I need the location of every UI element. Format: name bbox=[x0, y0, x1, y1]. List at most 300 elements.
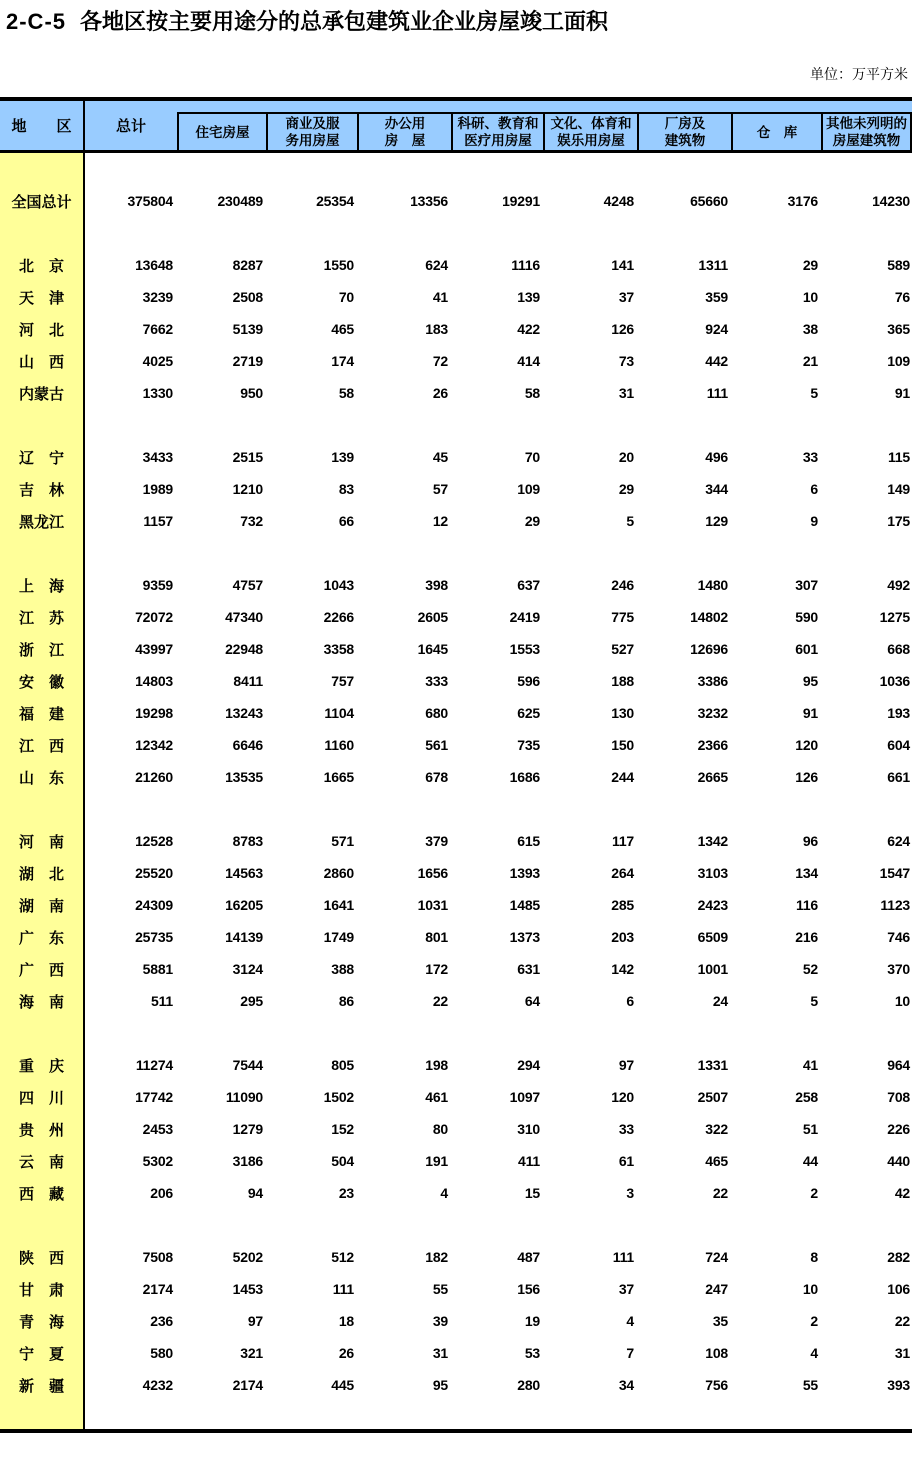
value-cell: 2423 bbox=[697, 897, 728, 913]
value-cell: 561 bbox=[425, 737, 448, 753]
value-cell bbox=[638, 1401, 732, 1429]
value-cell: 44 bbox=[802, 1153, 818, 1169]
value-cell: 18 bbox=[338, 1313, 354, 1329]
value-cell: 10 bbox=[802, 1281, 818, 1297]
table-row bbox=[0, 825, 912, 857]
value-cell bbox=[177, 1209, 267, 1241]
value-cell bbox=[358, 153, 452, 185]
value-cell bbox=[544, 217, 638, 249]
table-body bbox=[0, 153, 912, 1429]
header-factory-buildings: 厂房及 建筑物 bbox=[639, 114, 731, 150]
value-cell: 94 bbox=[247, 1185, 263, 1201]
value-cell bbox=[85, 537, 177, 569]
value-cell: 724 bbox=[705, 1249, 728, 1265]
value-cell: 678 bbox=[425, 769, 448, 785]
region-cell: 吉 林 bbox=[0, 473, 85, 505]
value-cell: 8783 bbox=[232, 833, 263, 849]
separator-row bbox=[0, 217, 912, 249]
value-cell bbox=[822, 153, 912, 185]
value-cell: 41 bbox=[432, 289, 448, 305]
table-row bbox=[0, 1305, 912, 1337]
value-cell: 149 bbox=[887, 481, 910, 497]
value-cell bbox=[267, 537, 358, 569]
value-cell: 86 bbox=[338, 993, 354, 1009]
region-cell: 上 海 bbox=[0, 569, 85, 601]
value-cell bbox=[177, 793, 267, 825]
value-cell: 51 bbox=[802, 1121, 818, 1137]
value-cell: 12342 bbox=[135, 737, 173, 753]
value-cell: 14803 bbox=[135, 673, 173, 689]
value-cell bbox=[452, 537, 544, 569]
value-cell bbox=[638, 153, 732, 185]
value-cell bbox=[177, 1401, 267, 1429]
value-cell: 7 bbox=[626, 1345, 634, 1361]
value-cell: 45 bbox=[432, 449, 448, 465]
value-cell: 2719 bbox=[232, 353, 263, 369]
value-cell: 13243 bbox=[225, 705, 263, 721]
value-cell bbox=[638, 1017, 732, 1049]
value-cell: 1656 bbox=[417, 865, 448, 881]
table-row bbox=[0, 985, 912, 1017]
header-total: 总计 bbox=[115, 118, 146, 135]
value-cell: 1550 bbox=[323, 257, 354, 273]
value-cell bbox=[267, 1209, 358, 1241]
value-cell: 22948 bbox=[225, 641, 263, 657]
value-cell: 139 bbox=[517, 289, 540, 305]
region-cell: 贵 州 bbox=[0, 1113, 85, 1145]
value-cell: 193 bbox=[887, 705, 910, 721]
value-cell: 19291 bbox=[502, 193, 540, 209]
value-cell bbox=[267, 217, 358, 249]
table-row bbox=[0, 1241, 912, 1273]
region-cell: 广 东 bbox=[0, 921, 85, 953]
value-cell: 512 bbox=[331, 1249, 354, 1265]
region-cell bbox=[0, 217, 85, 249]
value-cell: 172 bbox=[425, 961, 448, 977]
value-cell: 22 bbox=[712, 1185, 728, 1201]
value-cell: 375804 bbox=[127, 193, 173, 209]
value-cell: 80 bbox=[432, 1121, 448, 1137]
value-cell: 141 bbox=[611, 257, 634, 273]
value-cell bbox=[358, 793, 452, 825]
value-cell: 226 bbox=[887, 1121, 910, 1137]
value-cell: 3176 bbox=[787, 193, 818, 209]
value-cell: 21260 bbox=[135, 769, 173, 785]
value-cell: 150 bbox=[611, 737, 634, 753]
table-row bbox=[0, 441, 912, 473]
value-cell: 25735 bbox=[135, 929, 173, 945]
value-cell: 95 bbox=[432, 1377, 448, 1393]
value-cell: 496 bbox=[705, 449, 728, 465]
value-cell: 365 bbox=[887, 321, 910, 337]
value-cell bbox=[452, 1017, 544, 1049]
value-cell: 2515 bbox=[232, 449, 263, 465]
value-cell bbox=[732, 537, 822, 569]
table-row bbox=[0, 345, 912, 377]
region-cell: 福 建 bbox=[0, 697, 85, 729]
value-cell: 43997 bbox=[135, 641, 173, 657]
value-cell: 83 bbox=[338, 481, 354, 497]
value-cell: 58 bbox=[524, 385, 540, 401]
value-cell: 757 bbox=[331, 673, 354, 689]
value-cell: 72 bbox=[432, 353, 448, 369]
value-cell: 11274 bbox=[135, 1057, 173, 1073]
value-cell: 70 bbox=[524, 449, 540, 465]
value-cell: 12528 bbox=[135, 833, 173, 849]
value-cell: 106 bbox=[887, 1281, 910, 1297]
value-cell: 5 bbox=[810, 385, 818, 401]
value-cell: 735 bbox=[517, 737, 540, 753]
value-cell: 359 bbox=[705, 289, 728, 305]
value-cell: 4232 bbox=[142, 1377, 173, 1393]
value-cell: 120 bbox=[611, 1089, 634, 1105]
value-cell: 624 bbox=[887, 833, 910, 849]
table-row bbox=[0, 953, 912, 985]
value-cell: 414 bbox=[517, 353, 540, 369]
value-cell: 31 bbox=[432, 1345, 448, 1361]
value-cell: 20 bbox=[618, 449, 634, 465]
value-cell: 33 bbox=[618, 1121, 634, 1137]
value-cell: 12696 bbox=[690, 641, 728, 657]
value-cell: 7544 bbox=[232, 1057, 263, 1073]
value-cell: 191 bbox=[425, 1153, 448, 1169]
value-cell bbox=[452, 153, 544, 185]
value-cell: 52 bbox=[802, 961, 818, 977]
value-cell: 29 bbox=[618, 481, 634, 497]
value-cell bbox=[822, 537, 912, 569]
page-title bbox=[6, 5, 608, 36]
value-cell: 8411 bbox=[233, 673, 263, 689]
value-cell: 668 bbox=[887, 641, 910, 657]
value-cell: 1279 bbox=[232, 1121, 263, 1137]
region-cell: 湖 南 bbox=[0, 889, 85, 921]
value-cell: 17742 bbox=[135, 1089, 173, 1105]
value-cell bbox=[452, 409, 544, 441]
value-cell: 175 bbox=[887, 513, 910, 529]
value-cell: 64 bbox=[524, 993, 540, 1009]
value-cell bbox=[85, 1017, 177, 1049]
table-row bbox=[0, 601, 912, 633]
value-cell: 465 bbox=[331, 321, 354, 337]
value-cell bbox=[732, 793, 822, 825]
value-cell: 4 bbox=[810, 1345, 818, 1361]
value-cell: 72072 bbox=[135, 609, 173, 625]
header-culture-sports-entertainment: 文化、体育和 娱乐用房屋 bbox=[545, 114, 637, 150]
table-row bbox=[0, 857, 912, 889]
value-cell bbox=[267, 793, 358, 825]
value-cell bbox=[267, 1017, 358, 1049]
value-cell: 29 bbox=[524, 513, 540, 529]
value-cell: 4 bbox=[440, 1185, 448, 1201]
value-cell: 680 bbox=[425, 705, 448, 721]
value-cell bbox=[732, 1209, 822, 1241]
region-cell: 宁 夏 bbox=[0, 1337, 85, 1369]
value-cell: 637 bbox=[517, 577, 540, 593]
value-cell bbox=[732, 153, 822, 185]
value-cell: 24309 bbox=[135, 897, 173, 913]
value-cell: 596 bbox=[517, 673, 540, 689]
value-cell: 76 bbox=[894, 289, 910, 305]
table-row bbox=[0, 729, 912, 761]
value-cell bbox=[732, 1401, 822, 1429]
value-cell bbox=[358, 409, 452, 441]
header-commercial-service: 商业及服 务用房屋 bbox=[268, 114, 357, 150]
value-cell: 111 bbox=[612, 1249, 634, 1265]
value-cell: 2266 bbox=[323, 609, 354, 625]
value-cell: 4248 bbox=[603, 193, 634, 209]
value-cell: 5 bbox=[626, 513, 634, 529]
table-number: 2-C-5 bbox=[6, 9, 67, 34]
value-cell: 130 bbox=[611, 705, 634, 721]
value-cell bbox=[177, 409, 267, 441]
value-cell: 13535 bbox=[225, 769, 263, 785]
header-region: 地 区 bbox=[0, 101, 85, 150]
value-cell: 156 bbox=[517, 1281, 540, 1297]
region-cell: 四 川 bbox=[0, 1081, 85, 1113]
value-cell: 26 bbox=[338, 1345, 354, 1361]
value-cell bbox=[822, 793, 912, 825]
value-cell: 19 bbox=[524, 1313, 540, 1329]
value-cell: 216 bbox=[795, 929, 818, 945]
value-cell: 2507 bbox=[697, 1089, 728, 1105]
value-cell bbox=[85, 1401, 177, 1429]
value-cell: 9359 bbox=[142, 577, 173, 593]
value-cell: 37 bbox=[618, 289, 634, 305]
region-cell: 山 西 bbox=[0, 345, 85, 377]
value-cell: 230489 bbox=[217, 193, 263, 209]
separator-row bbox=[0, 793, 912, 825]
separator-row bbox=[0, 1401, 912, 1429]
table-row bbox=[0, 1049, 912, 1081]
value-cell: 31 bbox=[618, 385, 634, 401]
value-cell: 631 bbox=[517, 961, 540, 977]
value-cell: 1547 bbox=[879, 865, 910, 881]
region-cell: 海 南 bbox=[0, 985, 85, 1017]
region-cell: 北 京 bbox=[0, 249, 85, 281]
value-cell: 1502 bbox=[323, 1089, 354, 1105]
value-cell bbox=[822, 217, 912, 249]
value-cell: 53 bbox=[524, 1345, 540, 1361]
value-cell: 1553 bbox=[509, 641, 540, 657]
value-cell: 61 bbox=[618, 1153, 634, 1169]
value-cell bbox=[638, 537, 732, 569]
region-cell bbox=[0, 537, 85, 569]
value-cell: 321 bbox=[240, 1345, 263, 1361]
value-cell: 57 bbox=[432, 481, 448, 497]
value-cell: 198 bbox=[425, 1057, 448, 1073]
value-cell: 246 bbox=[611, 577, 634, 593]
value-cell: 1485 bbox=[509, 897, 540, 913]
value-cell: 1001 bbox=[697, 961, 728, 977]
value-cell bbox=[732, 409, 822, 441]
value-cell: 3386 bbox=[697, 673, 728, 689]
region-cell: 湖 北 bbox=[0, 857, 85, 889]
table-row bbox=[0, 505, 912, 537]
value-cell: 590 bbox=[795, 609, 818, 625]
region-cell bbox=[0, 1209, 85, 1241]
value-cell: 55 bbox=[432, 1281, 448, 1297]
table-row bbox=[0, 921, 912, 953]
value-cell bbox=[358, 217, 452, 249]
region-cell: 江 西 bbox=[0, 729, 85, 761]
region-cell: 山 东 bbox=[0, 761, 85, 793]
value-cell: 465 bbox=[705, 1153, 728, 1169]
value-cell: 1342 bbox=[697, 833, 728, 849]
header-research-education-medical: 科研、教育和 医疗用房屋 bbox=[453, 114, 543, 150]
value-cell: 7508 bbox=[142, 1249, 173, 1265]
value-cell: 708 bbox=[887, 1089, 910, 1105]
value-cell: 264 bbox=[611, 865, 634, 881]
value-cell: 282 bbox=[887, 1249, 910, 1265]
value-cell: 1036 bbox=[879, 673, 910, 689]
value-cell: 108 bbox=[705, 1345, 728, 1361]
value-cell: 174 bbox=[331, 353, 354, 369]
table-row bbox=[0, 313, 912, 345]
table-bottom-border bbox=[0, 1429, 912, 1433]
value-cell: 1645 bbox=[417, 641, 448, 657]
value-cell: 1210 bbox=[232, 481, 263, 497]
region-cell: 云 南 bbox=[0, 1145, 85, 1177]
separator-row bbox=[0, 1017, 912, 1049]
value-cell: 393 bbox=[887, 1377, 910, 1393]
value-cell: 1043 bbox=[323, 577, 354, 593]
region-cell: 新 疆 bbox=[0, 1369, 85, 1401]
value-cell bbox=[85, 217, 177, 249]
value-cell: 115 bbox=[888, 449, 910, 465]
value-cell: 116 bbox=[796, 897, 818, 913]
value-cell bbox=[358, 1401, 452, 1429]
value-cell: 55 bbox=[802, 1377, 818, 1393]
table-row bbox=[0, 633, 912, 665]
table-header bbox=[0, 101, 912, 153]
value-cell: 35 bbox=[712, 1313, 728, 1329]
value-cell: 580 bbox=[150, 1345, 173, 1361]
value-cell: 2 bbox=[810, 1313, 818, 1329]
value-cell: 91 bbox=[894, 385, 910, 401]
value-cell: 42 bbox=[894, 1185, 910, 1201]
value-cell: 206 bbox=[150, 1185, 173, 1201]
value-cell: 39 bbox=[432, 1313, 448, 1329]
value-cell bbox=[638, 409, 732, 441]
value-cell: 1157 bbox=[143, 513, 173, 529]
region-cell: 青 海 bbox=[0, 1305, 85, 1337]
value-cell: 5881 bbox=[142, 961, 173, 977]
value-cell: 25354 bbox=[316, 193, 354, 209]
value-cell: 4 bbox=[626, 1313, 634, 1329]
value-cell: 2419 bbox=[509, 609, 540, 625]
value-cell: 9 bbox=[810, 513, 818, 529]
value-cell: 422 bbox=[517, 321, 540, 337]
table-row bbox=[0, 473, 912, 505]
value-cell: 97 bbox=[247, 1313, 263, 1329]
table-row bbox=[0, 249, 912, 281]
table-row bbox=[0, 1369, 912, 1401]
value-cell: 33 bbox=[802, 449, 818, 465]
value-cell bbox=[822, 1017, 912, 1049]
value-cell: 8287 bbox=[232, 257, 263, 273]
table-title-text: 各地区按主要用途分的总承包建筑业企业房屋竣工面积 bbox=[80, 9, 609, 34]
value-cell: 58 bbox=[338, 385, 354, 401]
value-cell: 15 bbox=[524, 1185, 540, 1201]
region-cell: 浙 江 bbox=[0, 633, 85, 665]
value-cell: 97 bbox=[618, 1057, 634, 1073]
value-cell: 511 bbox=[151, 993, 173, 1009]
value-cell: 6646 bbox=[232, 737, 263, 753]
unit-label: 单位：万平方米 bbox=[810, 66, 908, 82]
value-cell bbox=[267, 409, 358, 441]
table-row bbox=[0, 1337, 912, 1369]
value-cell: 4025 bbox=[142, 353, 173, 369]
value-cell: 1330 bbox=[142, 385, 173, 401]
value-cell: 24 bbox=[712, 993, 728, 1009]
region-cell bbox=[0, 793, 85, 825]
value-cell: 3186 bbox=[232, 1153, 263, 1169]
separator-row bbox=[0, 409, 912, 441]
value-cell: 95 bbox=[802, 673, 818, 689]
table-row bbox=[0, 185, 912, 217]
value-cell: 379 bbox=[425, 833, 448, 849]
value-cell: 37 bbox=[618, 1281, 634, 1297]
table-row bbox=[0, 1145, 912, 1177]
region-cell: 内蒙古 bbox=[0, 377, 85, 409]
value-cell bbox=[452, 793, 544, 825]
value-cell bbox=[267, 1401, 358, 1429]
value-cell: 445 bbox=[331, 1377, 354, 1393]
region-cell: 黑龙江 bbox=[0, 505, 85, 537]
value-cell: 10 bbox=[894, 993, 910, 1009]
value-cell: 6509 bbox=[697, 929, 728, 945]
value-cell: 26 bbox=[432, 385, 448, 401]
table-row bbox=[0, 1081, 912, 1113]
value-cell: 13648 bbox=[135, 257, 173, 273]
separator-row bbox=[0, 153, 912, 185]
value-cell: 152 bbox=[331, 1121, 354, 1137]
value-cell: 2453 bbox=[142, 1121, 173, 1137]
value-cell: 23 bbox=[338, 1185, 354, 1201]
value-cell: 73 bbox=[618, 353, 634, 369]
value-cell bbox=[177, 217, 267, 249]
value-cell: 6 bbox=[810, 481, 818, 497]
value-cell: 280 bbox=[517, 1377, 540, 1393]
value-cell: 1123 bbox=[880, 897, 910, 913]
value-cell: 134 bbox=[795, 865, 818, 881]
value-cell: 2605 bbox=[417, 609, 448, 625]
value-cell bbox=[544, 793, 638, 825]
table-row bbox=[0, 569, 912, 601]
value-cell: 3 bbox=[626, 1185, 634, 1201]
value-cell: 91 bbox=[802, 705, 818, 721]
value-cell bbox=[177, 537, 267, 569]
value-cell: 142 bbox=[611, 961, 634, 977]
value-cell: 8 bbox=[810, 1249, 818, 1265]
value-cell bbox=[544, 1209, 638, 1241]
value-cell bbox=[85, 1209, 177, 1241]
value-cell: 3358 bbox=[323, 641, 354, 657]
value-cell: 1097 bbox=[509, 1089, 540, 1105]
value-cell: 3103 bbox=[697, 865, 728, 881]
value-cell: 247 bbox=[705, 1281, 728, 1297]
value-cell: 344 bbox=[705, 481, 728, 497]
value-cell: 1116 bbox=[511, 257, 540, 273]
value-cell: 4757 bbox=[232, 577, 263, 593]
value-cell: 111 bbox=[706, 385, 728, 401]
value-cell: 22 bbox=[432, 993, 448, 1009]
value-cell bbox=[822, 409, 912, 441]
value-cell: 294 bbox=[517, 1057, 540, 1073]
table-row bbox=[0, 1113, 912, 1145]
value-cell: 22 bbox=[894, 1313, 910, 1329]
value-cell: 1331 bbox=[697, 1057, 728, 1073]
